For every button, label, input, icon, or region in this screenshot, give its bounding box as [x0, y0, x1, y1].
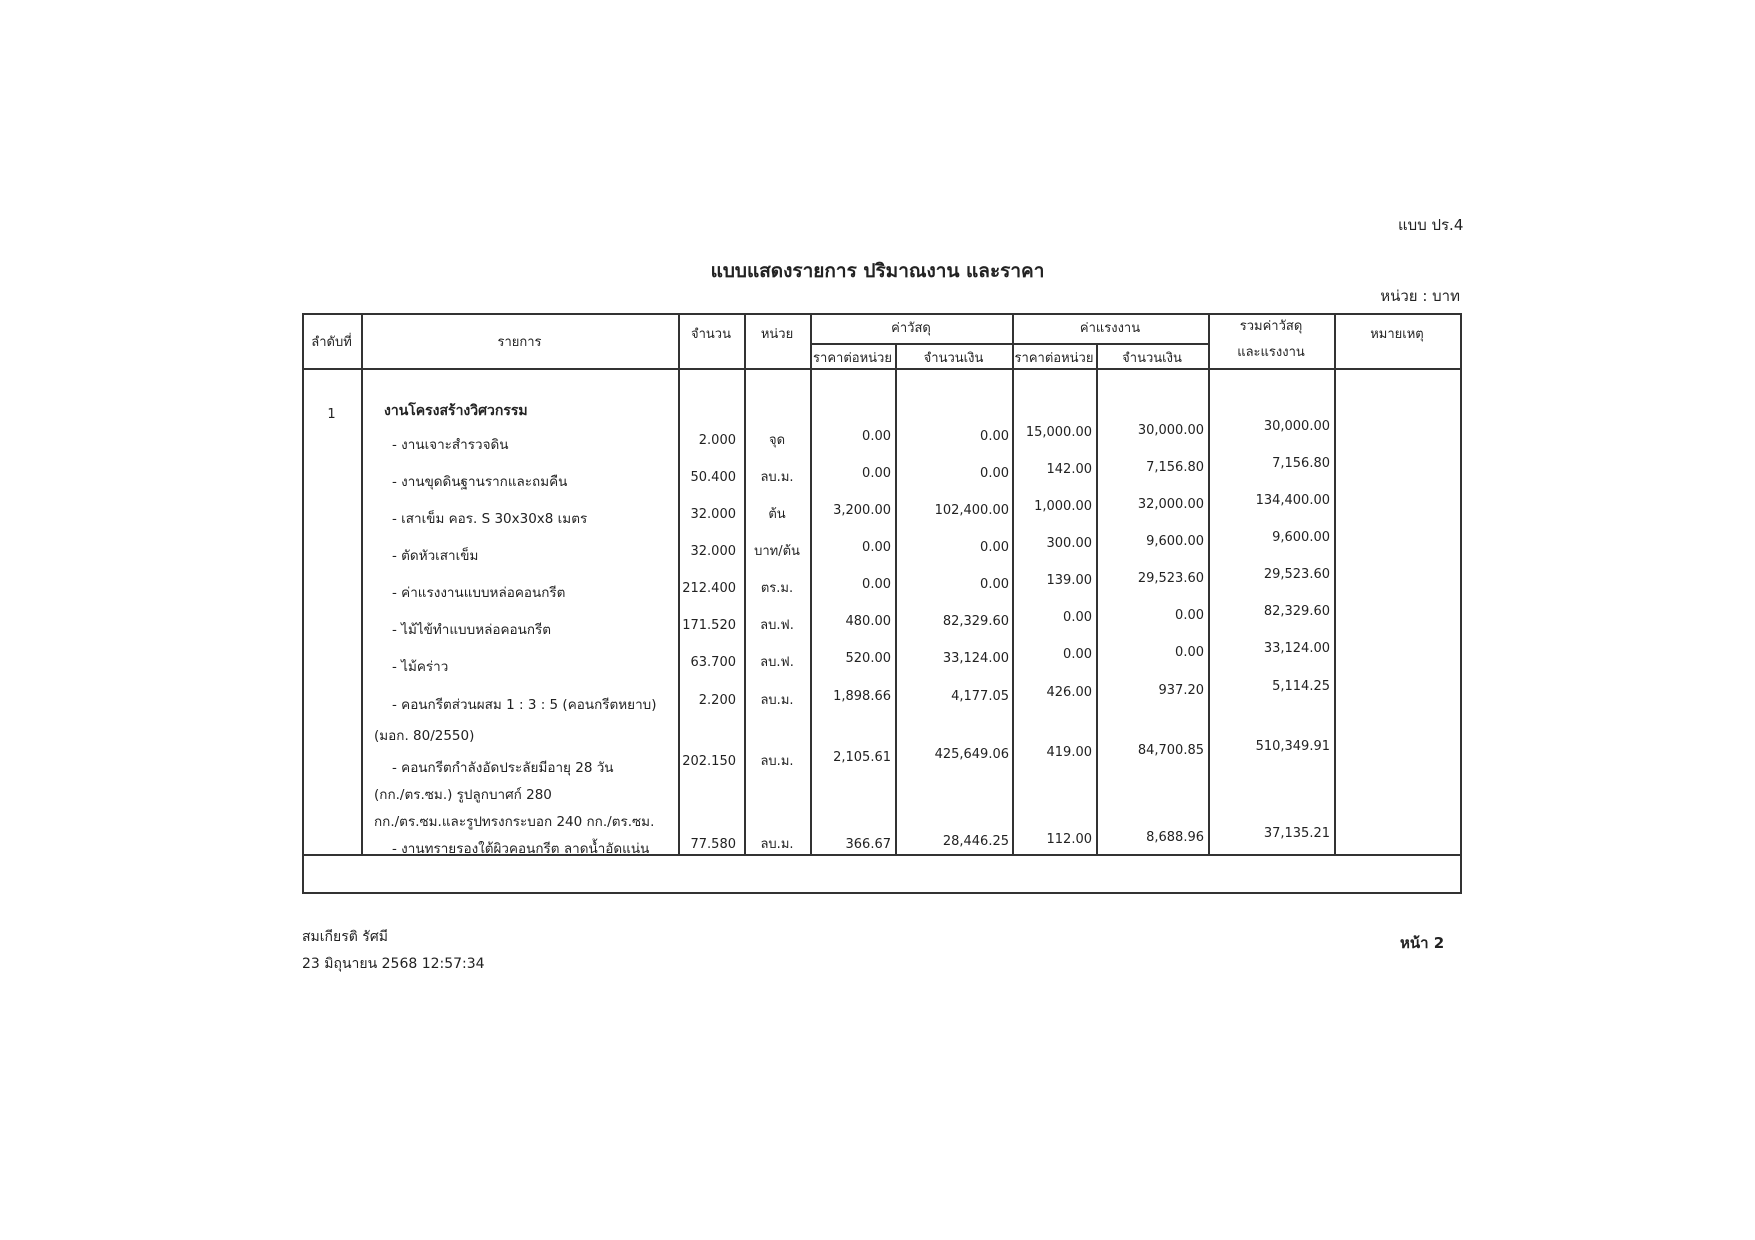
row-labor-amount: 8,688.96 — [1146, 830, 1204, 845]
header-labor-amount: จำนวนเงิน — [1122, 351, 1182, 366]
form-code: แบบ ปร.4 — [1398, 216, 1464, 234]
header-qty: จำนวน — [691, 327, 731, 342]
row-qty: 2.200 — [698, 693, 736, 708]
row-labor-amount: 0.00 — [1175, 645, 1204, 660]
row-unit: ลบ.ม. — [760, 754, 794, 769]
row-material-amount: 82,329.60 — [942, 614, 1009, 629]
row-unit: ลบ.ม. — [760, 470, 794, 485]
row-material-price: 520.00 — [845, 651, 891, 666]
row-material-price: 0.00 — [862, 466, 891, 481]
row-qty: 32.000 — [690, 507, 736, 522]
row-material-price: 0.00 — [862, 540, 891, 555]
row-labor-amount: 32,000.00 — [1137, 497, 1204, 512]
row-material-amount: 0.00 — [980, 540, 1009, 555]
row-material-amount: 425,649.06 — [934, 747, 1009, 762]
row-material-price: 0.00 — [862, 577, 891, 592]
header-material-cost: ค่าวัสดุ — [891, 321, 931, 336]
row-material-amount: 0.00 — [980, 429, 1009, 444]
row-item: - เสาเข็ม คอร. S 30x30x8 เมตร — [392, 511, 588, 527]
row-unit: ลบ.ฟ. — [760, 655, 794, 670]
row-item: - งานขุดดินฐานรากและถมคืน — [392, 474, 568, 490]
page-title: แบบแสดงรายการ ปริมาณงาน และราคา — [710, 260, 1045, 282]
row-unit: ลบ.ม. — [760, 693, 794, 708]
row-material-amount: 0.00 — [980, 466, 1009, 481]
row-labor-price: 112.00 — [1046, 832, 1092, 847]
header-labor-unit-price: ราคาต่อหน่วย — [1014, 351, 1094, 366]
row-item: - คอนกรีตส่วนผสม 1 : 3 : 5 (คอนกรีตหยาบ) — [392, 697, 657, 713]
header-item: รายการ — [497, 335, 542, 350]
row-labor-amount: 937.20 — [1158, 683, 1204, 698]
page-number: หน้า 2 — [1400, 934, 1445, 952]
row-labor-price: 0.00 — [1063, 647, 1092, 662]
row-labor-price: 142.00 — [1046, 462, 1092, 477]
header-remark: หมายเหตุ — [1370, 327, 1424, 342]
row-labor-amount: 29,523.60 — [1137, 571, 1204, 586]
row-total: 30,000.00 — [1263, 419, 1330, 434]
row-qty: 171.520 — [682, 618, 736, 633]
row-total: 37,135.21 — [1263, 826, 1330, 841]
row-labor-price: 300.00 — [1046, 536, 1092, 551]
row-labor-amount: 7,156.80 — [1146, 460, 1204, 475]
header-total-line2: และแรงงาน — [1237, 345, 1305, 360]
row-qty: 50.400 — [690, 470, 736, 485]
row-labor-amount: 30,000.00 — [1137, 423, 1204, 438]
row-labor-amount: 9,600.00 — [1146, 534, 1204, 549]
section-name: งานโครงสร้างวิศวกรรม — [384, 403, 528, 419]
header-material-amount: จำนวนเงิน — [923, 351, 984, 366]
row-qty: 212.400 — [682, 581, 736, 596]
row-unit: จุด — [768, 433, 786, 448]
row-labor-price: 1,000.00 — [1034, 499, 1092, 514]
row-labor-price: 15,000.00 — [1025, 425, 1092, 440]
row-item: - ไม้ไข้ทำแบบหล่อคอนกรีต — [392, 622, 552, 638]
row-material-price: 366.67 — [845, 837, 891, 852]
header-labor-cost: ค่าแรงงาน — [1079, 321, 1141, 336]
row-unit: ลบ.ฟ. — [760, 618, 794, 633]
preparer-name: สมเกียรติ รัศมี — [302, 929, 388, 945]
row-total: 134,400.00 — [1255, 493, 1330, 508]
row-unit: ต้น — [768, 507, 786, 522]
row-total: 33,124.00 — [1263, 641, 1330, 656]
row-labor-price: 139.00 — [1046, 573, 1092, 588]
row-material-amount: 102,400.00 — [934, 503, 1009, 518]
header-material-unit-price: ราคาต่อหน่วย — [813, 351, 892, 366]
row-total: 7,156.80 — [1272, 456, 1330, 471]
concrete-spec-line3: กก./ตร.ซม.และรูปทรงกระบอก 240 กก./ตร.ซม. — [374, 814, 655, 830]
row-item: - คอนกรีตกำลังอัดประลัยมีอายุ 28 วัน — [392, 760, 614, 776]
row-material-amount: 28,446.25 — [942, 834, 1009, 849]
row-unit: ตร.ม. — [760, 581, 794, 596]
concrete-spec-line2: (กก./ตร.ซม.) รูปลูกบาศก์ 280 — [374, 787, 552, 803]
row-labor-amount: 0.00 — [1175, 608, 1204, 623]
row-labor-amount: 84,700.85 — [1137, 743, 1204, 758]
row-total: 82,329.60 — [1263, 604, 1330, 619]
row-material-amount: 0.00 — [980, 577, 1009, 592]
print-datetime: 23 มิถุนายน 2568 12:57:34 — [302, 956, 485, 972]
row-material-price: 480.00 — [845, 614, 891, 629]
row-item: - ไม้คร่าว — [392, 659, 449, 675]
row-item: - ตัดหัวเสาเข็ม — [392, 548, 479, 564]
header-seq: ลำดับที่ — [311, 335, 352, 350]
row-qty: 2.000 — [698, 433, 736, 448]
row-labor-price: 426.00 — [1046, 685, 1092, 700]
header-unit: หน่วย — [760, 327, 794, 342]
tis-reference-note: (มอก. 80/2550) — [374, 728, 475, 744]
row-material-price: 1,898.66 — [833, 689, 891, 704]
row-material-price: 0.00 — [862, 429, 891, 444]
row-labor-price: 419.00 — [1046, 745, 1092, 760]
row-total: 5,114.25 — [1272, 679, 1330, 694]
header-total-line1: รวมค่าวัสดุ — [1239, 319, 1303, 334]
row-unit: ลบ.ม. — [760, 837, 794, 852]
row-qty: 202.150 — [682, 754, 736, 769]
quantity-price-table — [302, 313, 1462, 894]
row-unit: บาท/ต้น — [754, 544, 800, 559]
row-material-price: 2,105.61 — [833, 750, 891, 765]
row-item: - งานทรายรองใต้ผิวคอนกรีต ลาดน้ำอัดแน่น — [392, 841, 650, 857]
row-material-amount: 4,177.05 — [951, 689, 1009, 704]
row-total: 510,349.91 — [1255, 739, 1330, 754]
row-material-price: 3,200.00 — [833, 503, 891, 518]
row-item: - งานเจาะสำรวจดิน — [392, 437, 509, 453]
row-qty: 63.700 — [690, 655, 736, 670]
row-item: - ค่าแรงงานแบบหล่อคอนกรีต — [392, 585, 566, 601]
row-qty: 32.000 — [690, 544, 736, 559]
row-labor-price: 0.00 — [1063, 610, 1092, 625]
row-total: 9,600.00 — [1272, 530, 1330, 545]
currency-unit-label: หน่วย : บาท — [1380, 287, 1460, 305]
row-qty: 77.580 — [690, 837, 736, 852]
section-seq: 1 — [327, 407, 336, 422]
row-total: 29,523.60 — [1263, 567, 1330, 582]
row-material-amount: 33,124.00 — [942, 651, 1009, 666]
